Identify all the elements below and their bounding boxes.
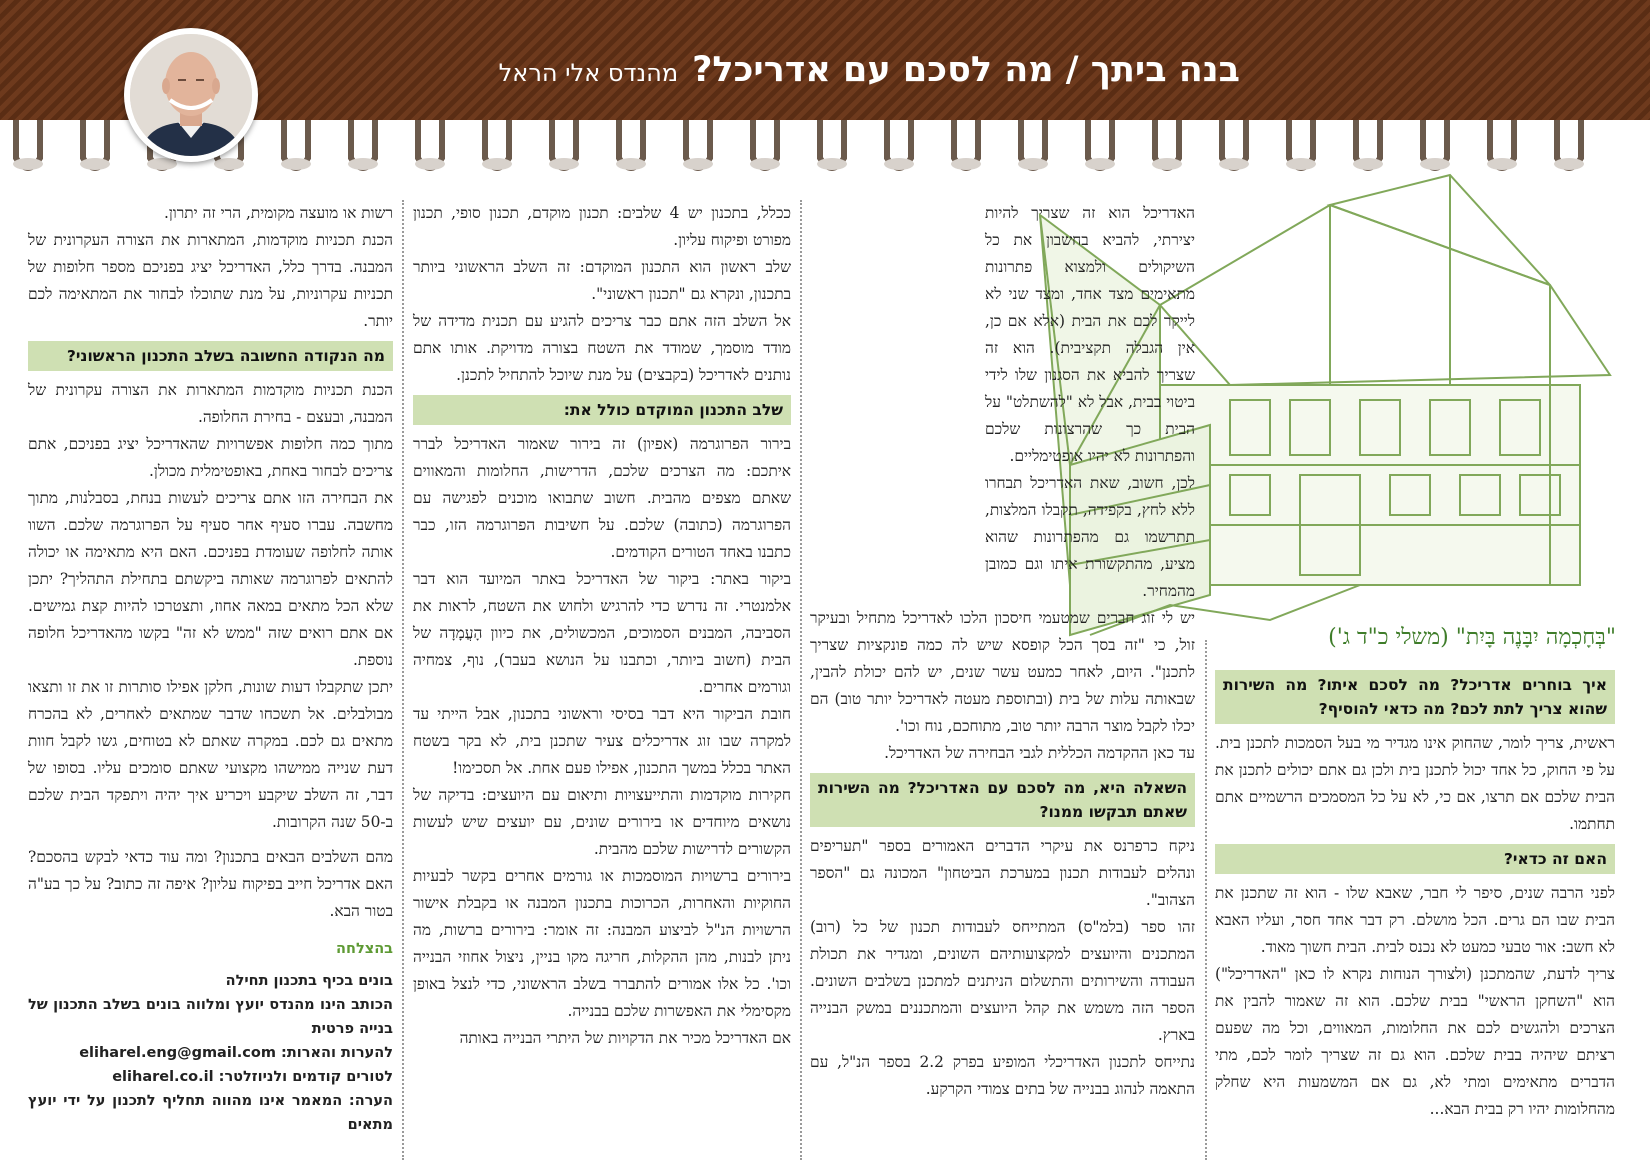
article-paragraph: לפני הרבה שנים, סיפר לי חבר, שאבא שלו - הוא זה שתכנן את הבית שבו הם גרים. הכל מושלם. רק דבר אחד חסר, ועליו האבא לא חשב: אור טבעי כמעט לא נכנס לבית. הבית חשוך מאוד. (1215, 884, 1615, 956)
article-paragraph: שלב ראשון הוא התכנון המוקדם: זה השלב הראשוני ביותר בתכנון, ונקרא גם "תכנון ראשוני". (413, 258, 791, 303)
binding-hole (549, 158, 579, 170)
article-paragraph: ניקח כרפרנס את עיקרי הדברים האמורים בספר "תעריפים ונהלים לעבודות תכנון במערכת הביטחון" המכונה גם "הספר הצהוב". (810, 837, 1195, 909)
page-title (499, 50, 1240, 90)
author-name: מהנדס אלי הראל (498, 59, 679, 87)
article-paragraph: ככלל, בתכנון יש 4 שלבים: תכנון מוקדם, תכנון סופי, תכנון מפורט ופיקוח עליון. (413, 204, 791, 249)
binding-hole (1018, 158, 1048, 170)
binding-hole (348, 158, 378, 170)
binding-hole (147, 158, 177, 170)
contact-line (28, 1065, 393, 1089)
binding-hole (1152, 158, 1182, 170)
article-column-1 (1215, 664, 1615, 1123)
article-paragraph: חקירות מוקדמות והתייעצויות ותיאום עם היועצים: בדיקה של נושאים מיוחדים או בירורים שונים, עם יועצים שיש לעשות הקשורים לדרישות שלכם מהבית. (413, 786, 791, 858)
author-portrait-icon (130, 34, 252, 156)
binding-hole (1286, 158, 1316, 170)
author-signature (28, 937, 393, 1137)
contact-label: לטורים קודמים ולניוזלטר: (218, 1069, 393, 1085)
binding-hole (281, 158, 311, 170)
binding-hole (482, 158, 512, 170)
article-paragraph: האדריכל הוא זה שצריך להיות יצירתי, להביא בחשבון את כל השיקולים ולמצוא פתרונות מתאימים מצד אחד, ומצד שני לא לייקר לכם את הבית (אלא אם כן, אין הגבלה תקציבית). הוא זה שצריך להביא את הסגנון שלו לידי ביטוי בבית, אבל לא "להשתלט" על הבית כך שהרצונות שלכם והפתרונות לא יהיו אופטימליים. (985, 204, 1195, 465)
article-paragraph: לכן, חשוב, שאת האדריכל תבחרו ללא לחץ, בקפידה, תקבלו המלצות, תתרשמו גם מהפתרונות שהוא מציע, מהתקשורת איתו וגם כמובן מהמחיר. (985, 474, 1195, 600)
article-title: בנה ביתך / מה לסכם עם אדריכל? (692, 50, 1240, 90)
article-paragraph: הכנת תכניות מוקדמות המתארות את הצורה עקרונית של המבנה, ובעצם - בחירת החלופה. (28, 381, 393, 426)
binding-hole (951, 158, 981, 170)
binding-hole (80, 158, 110, 170)
binding-hole (1353, 158, 1383, 170)
article-paragraph: יתכן שתקבלו דעות שונות, חלקן אפילו סותרות זו את זו ותצאו מבולבלים. אל תשכחו שדבר שמתאים לאחרים, לא בהכרח מתאים גם לכם. במקרה שאתם לא בטוחים, גשו לקבל חוות דעת שנייה ממישהו מקצועי שאתם סומכים עליו. בסופו של דבר, זה השלב שיקבע ויכריע איך יהיה ויתפקד הבית שלכם ב-50 שנה הקרובות. (28, 678, 393, 831)
binding-hole (1420, 158, 1450, 170)
article-paragraph: רשות או מועצה מקומית, הרי זה יתרון. (163, 204, 393, 222)
signature-line: הכותב הינו מהנדס יועץ ומלווה בונים בשלב התכנון של בנייה פרטית (28, 997, 393, 1037)
article-paragraph: ראשית, צריך לומר, שהחוק אינו מגדיר מי בעל הסמכות לתכנן בית. על פי החוק, כל אחד יכול לתכנן בית ולכן גם אתם יכולים לתכנן את הבית שלכם אם תרצו, אם כי, לא על כל המסמכים הרשמיים אתם תחתמו. (1215, 734, 1615, 833)
disclaimer-note: הערה: המאמר אינו מהווה תחליף לתכנון על ידי יועץ מתאים (28, 1093, 393, 1133)
article-paragraph: הכנת תכניות מוקדמות, המתארות את הצורה העקרונית של המבנה. בדרך כלל, האדריכל יציג בפניכם מספר חלופות של תכניות עקרוניות, על מנת שתוכלו לבחור את המתאימה לכם יותר. (28, 231, 393, 330)
binding-hole (1554, 158, 1584, 170)
article-column-4 (28, 200, 393, 1137)
section-heading: שלב התכנון המוקדם כולל את: (413, 395, 791, 425)
binding-hole (817, 158, 847, 170)
article-paragraph: אם האדריכל מכיר את הדקויות של היתרי הבנייה באותה (459, 1029, 791, 1047)
binding-hole (884, 158, 914, 170)
article-paragraph: אל השלב הזה אתם כבר צריכים להגיע עם תכנית מדידה של מודד מוסמך, שמודד את השטח בצורה מדויקת. אותו אתם נותנים לאדריכל (בקבצים) על מנת שיוכל להתחיל לתכנן. (413, 312, 791, 384)
section-heading: איך בוחרים אדריכל? מה לסכם איתו? מה השירות שהוא צריך לתת לכם? מה כדאי להוסיף? (1215, 670, 1615, 724)
signoff-text: בהצלחה (336, 941, 393, 957)
article-paragraph: יש לי זוג חברים שמטעמי חיסכון הלכו לאדריכל מתחיל ובעיקר זול, כי "זה בסך הכל קופסא שיש לה כמה פונקציות שצריך לתכנן". היום, לאחר כמעט עשר שנים, יש להם יכולת להבין, שבאותה עלות של בית (ובתוספת מעטה לאדריכל יותר טוב) הם יכלו לקבל מוצר הרבה יותר טוב, מתוחכם, נוח וכו'. (810, 609, 1195, 735)
binding-hole (750, 158, 780, 170)
section-heading: האם זה כדאי? (1215, 844, 1615, 874)
proverb-quote: "בְּחָכְמָה יִבָּנֶה בָּיִת" (משלי כ"ד ג') (1328, 625, 1616, 650)
binding-hole (1219, 158, 1249, 170)
column-divider (402, 200, 404, 1160)
contact-label: להערות והארות: (281, 1045, 393, 1061)
binding-hole (13, 158, 43, 170)
binding-hole (1085, 158, 1115, 170)
article-paragraph: זהו ספר (בלמ"ס) המתייחס לעבודות תכנון של כל (רוב) המתכנים והיועצים למקצועותיהם השונים, ומגדיר את תכולת העבודה והשירותים והתשלום הניתנים למתכנן בשלבים השונים. הספר הזה משמש את קהל היועצים והמתכננים במשק הבנייה בארץ. (810, 918, 1195, 1044)
article-paragraph: את הבחירה הזו אתם צריכים לעשות בנחת, בסבלנות, מתוך מחשבה. עברו סעיף אחר סעיף על הפרוגרמה שלכם. השוו אותה לחלופה שעומדת בפניכם. האם היא מתאימה או יכולה להתאים לפרוגרמה שאותה ביקשתם בתחילת התהליך? יתכן שלא הכל מתאים במאה אחוז, ותצטרכו להיות קצת גמישים. אם אתם רואים שזה "ממש לא זה" בקשו מהאדריכל חלופה נוספת. (28, 489, 393, 669)
article-paragraph: מהם השלבים הבאים בתכנון? ומה עוד כדאי לבקש בהסכם? האם אדריכל חייב בפיקוח עליון? איפה זה כתוב? על כך בע"ה בטור הבא. (28, 848, 393, 920)
article-paragraph: מתוך כמה חלופות אפשרויות שהאדריכל יציג בפניכם, אתם צריכים לבחור באחת, באופטימלית מכולן. (28, 435, 393, 480)
article-paragraph: עד כאן ההקדמה הכללית לגבי הבחירה של האדריכל. (884, 744, 1195, 762)
article-column-3 (413, 200, 791, 1052)
section-heading: מה הנקודה החשובה בשלב התכנון הראשוני? (28, 341, 393, 371)
website-link[interactable]: eliharel.co.il (112, 1069, 214, 1085)
binding-hole (616, 158, 646, 170)
column-divider (800, 200, 802, 1160)
binding-hole (1487, 158, 1517, 170)
section-heading: השאלה היא, מה לסכם עם האדריכל? מה השירות שאתם תבקשו ממנו? (810, 773, 1195, 827)
binding-hole (415, 158, 445, 170)
signature-line: בונים בכיף בתכנון תחילה (225, 973, 393, 989)
intro-text-block (985, 200, 1195, 605)
article-column-2 (810, 200, 1195, 1103)
article-paragraph: חובת הביקור היא דבר בסיסי וראשוני בתכנון, אבל הייתי עד למקרה שבו זוג אדריכלים צעיר שתכנן בית, לא בקר בשטח האתר בכלל במשך התכנון, אפילו פעם אחת. אל תסכימו! (413, 705, 791, 777)
article-paragraph: נתייחס לתכנון האדריכלי המופיע בפרק 2.2 בספר הנ"ל, עם התאמה לנהוג בבנייה של בתים צמודי הקרקע. (810, 1053, 1195, 1098)
article-paragraph: בירורים ברשויות המוסמכות או גורמים אחרים בקשר לבעיות החוקיות והאחרות, הכרוכות בתכנון המבנה או בקבלת אישור הרשויות הנ"ל לביצוע המבנה: זה אומר: בירורים ברשות, מה ניתן לבנות, מהן ההקלות, חריגה מקו בניין, ניצול אחוזי הבנייה וכו'. כל אלו אמורים להתברר בשלב הראשוני, כדי לנצל באופן מקסימלי את האפשרות שלכם בבנייה. (413, 867, 791, 1020)
avatar (124, 28, 258, 162)
binding-hole (214, 158, 244, 170)
column-divider (1205, 640, 1207, 1160)
binding-hole (683, 158, 713, 170)
contact-email-link[interactable]: eliharel.eng@gmail.com (79, 1045, 276, 1061)
article-paragraph: ביקור באתר: ביקור של האדריכל באתר המיועד הוא דבר אלמנטרי. זה נדרש כדי להרגיש ולחוש את השטח, לראות את הסביבה, המבנים הסמוכים, המכשולים, את כיוון הָעֲמָדָה של הבית (חשוב ביותר, וכתבנו על הנושא בעבר), נוף, צמחיה וגורמים אחרים. (413, 570, 791, 696)
article-paragraph: בירור הפרוגרמה (אפיון) זה בירור שאמור האדריכל לברר איתכם: מה הצרכים שלכם, הדרישות, החלומות והמאווים שאתם מצפים מהבית. חשוב שתבואו מוכנים לפגישה עם הפרוגרמה (כתובה) שלכם. על חשיבות הפרוגרמה הזו, כבר כתבנו באחד הטורים הקודמים. (413, 435, 791, 561)
article-paragraph: צריך לדעת, שהמתכנן (ולצורך הנוחות נקרא לו כאן "האדריכל") הוא "השחקן הראשי" בבית שלכם. הוא זה שאמור להבין את הצרכים ולהגשים לכם את החלומות, המאווים, וכל מה שפעם רציתם שיהיה בבית שלכם. הוא גם זה שצריך לומר לכם, מתי הדברים מתאימים ומתי לא, גם אם המשמעות היא שחלק מהחלומות יהיו רק בבית הבא... (1215, 965, 1615, 1118)
contact-line (28, 1041, 393, 1065)
